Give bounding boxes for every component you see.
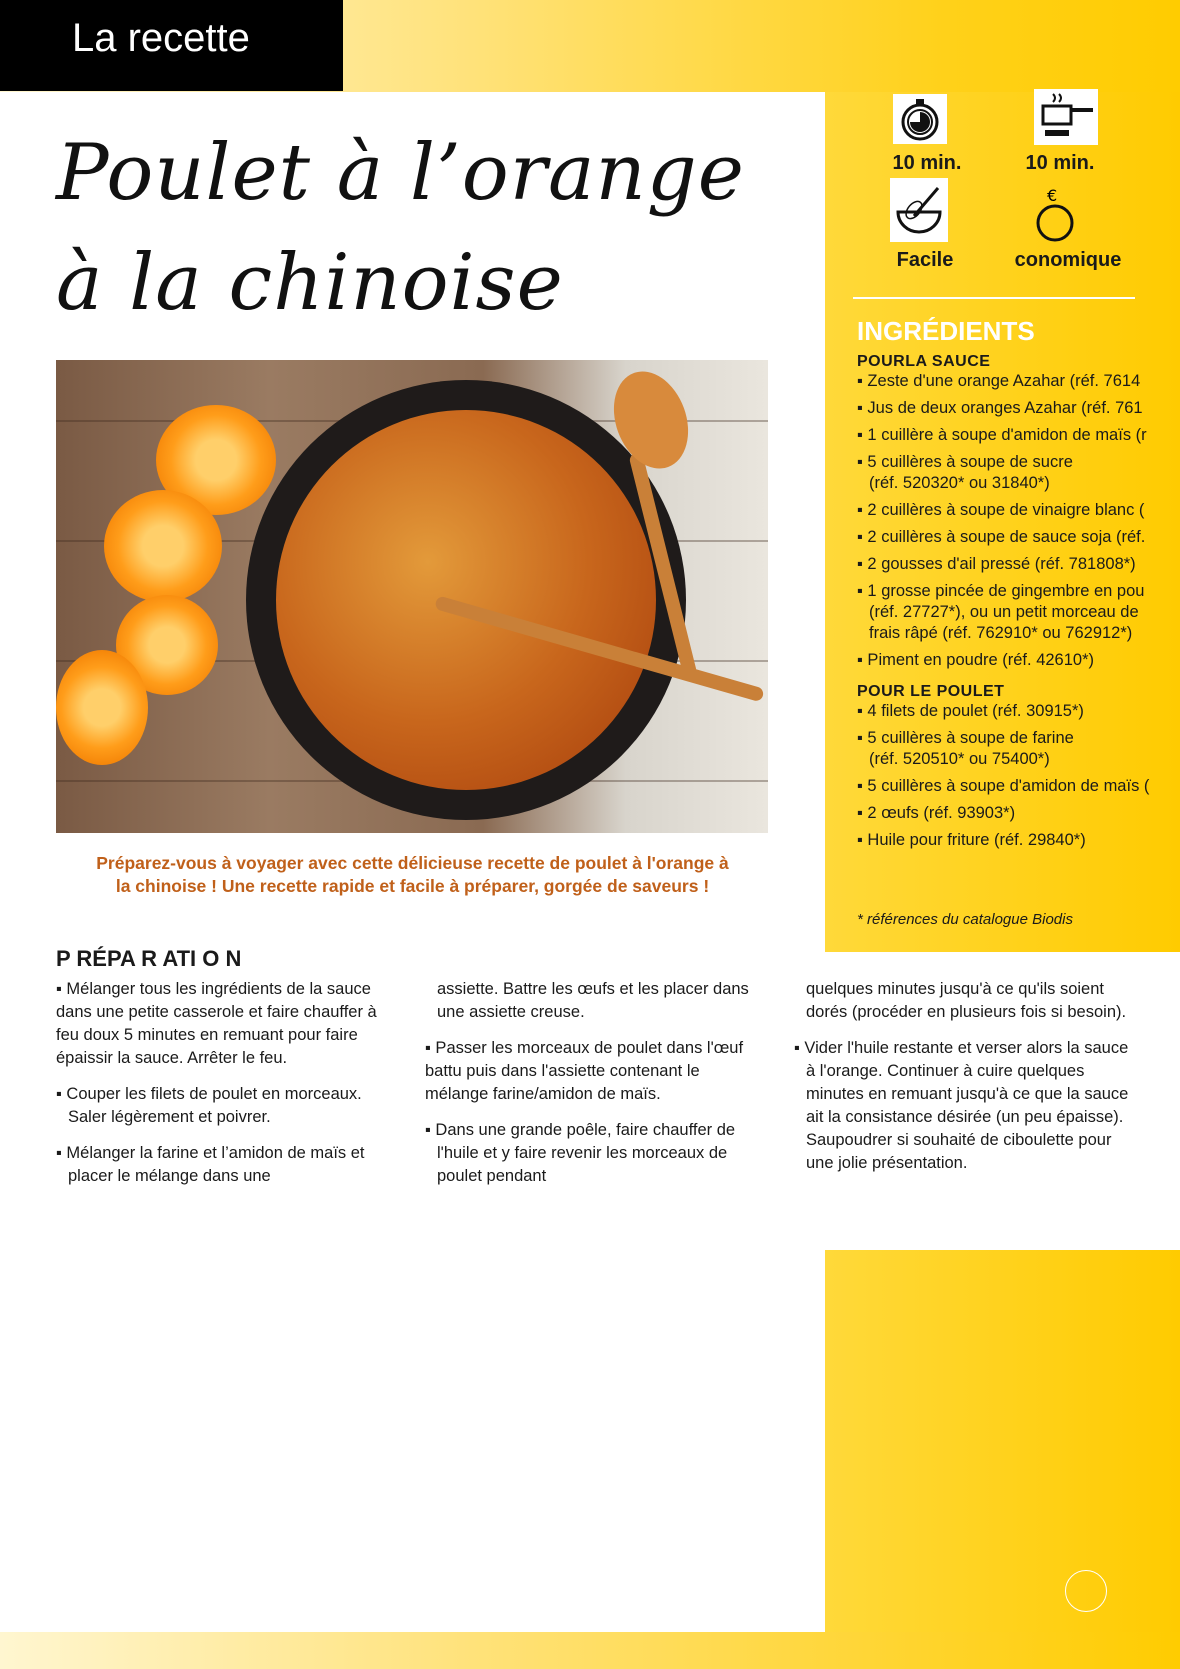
ingredients-heading: INGRÉDIENTS [857,316,1035,346]
recipe-title [56,118,745,338]
section-tag: La recette [0,0,343,91]
prep-step: ▪ Mélanger tous les ingrédients de la sauce dans une petite casserole et faire chauffer à feu doux 5 minutes en remuant pour faire épaissir la sauce. Arrêter le feu. [56,980,377,1067]
prep-step: quelques minutes jusqu'à ce qu'ils soient dorés (procéder en plusieurs fois si besoin). [806,980,1127,1021]
ingredient-item: ▪ 5 cuillères à soupe de farine (réf. 520510* ou 75400*) [857,729,1074,768]
catalogue-note: * références du catalogue Biodis [857,911,1073,928]
cook-time: 10 min. [1025,152,1095,174]
ingredient-item: ▪ 5 cuillères à soupe de sucre (réf. 520320* ou 31840*) [857,453,1073,492]
intro-text: Préparez-vous à voyager avec cette délicieuse recette de poulet à l'orange à la chinoise ! Une recette rapide et facile à préparer, gorgée de saveurs ! [96,853,729,896]
difficulty: Facile [896,249,954,271]
ingredient-item: ▪ Jus de deux oranges Azahar (réf. 761 [857,399,1143,417]
prep-step: ▪ Vider l'huile restante et verser alors la sauce à l'orange. Continuer à cuire quelques minutes en remuant jusqu'à ce que la sauce ait la consistance désirée (un peu épaisse). Saupoudrer si souhaité de ciboulette pour une jolie présentation. [794,1039,1129,1172]
chicken-subheading: POUR LE POULET [857,683,1005,700]
prep-step: ▪ Passer les morceaux de poulet dans l'œuf battu puis dans l'assiette contenant le mélange farine/amidon de maïs. [425,1039,744,1103]
page-circle-icon [1065,1570,1107,1612]
side-panel-bottom [825,1250,1180,1632]
preparation-heading: P RÉPA R ATI O N [56,946,242,971]
ingredient-item: ▪ Huile pour friture (réf. 29840*) [857,831,1086,849]
ingredient-item: ▪ 1 cuillère à soupe d'amidon de maïs (r [857,426,1147,444]
divider [853,297,1135,299]
footer-band [0,1632,1180,1669]
ingredient-item: ▪ 2 œufs (réf. 93903*) [857,804,1016,822]
sauce-subheading: POURLA SAUCE [857,353,991,370]
svg-text:€: € [1047,186,1058,205]
title-line-1: Poulet à l’orange [56,128,745,218]
cost: conomique [1014,249,1122,271]
prep-step: assiette. Battre les œufs et les placer dans une assiette creuse. [437,980,749,1021]
ingredients-list [857,316,1180,857]
prep-step: ▪ Mélanger la farine et l’amidon de maïs et placer le mélange dans une [56,1144,365,1185]
ingredient-item: ▪ 4 filets de poulet (réf. 30915*) [857,702,1084,720]
prep-column-3 [794,978,1139,1188]
ingredient-item: ▪ Zeste d'une orange Azahar (réf. 7614 [857,372,1141,390]
prep-time: 10 min. [892,152,962,174]
ingredient-item: ▪ 5 cuillères à soupe d'amidon de maïs ( [857,777,1150,795]
stopwatch-icon [893,94,947,144]
prep-step: ▪ Dans une grande poêle, faire chauffer de l'huile et y faire revenir les morceaux de poulet pendant [425,1121,736,1185]
ingredient-item: ▪ 2 cuillères à soupe de vinaigre blanc ( [857,501,1145,519]
ingredient-item: ▪ 1 grosse pincée de gingembre en pou (réf. 27727*), ou un petit morceau de frais râpé (réf. 762910* ou 762912*) [857,582,1145,642]
prep-column-2 [425,978,765,1201]
recipe-photo [56,360,768,833]
saucepan-icon [1034,89,1098,145]
ingredient-item: ▪ 2 gousses d'ail pressé (réf. 781808*) [857,555,1136,573]
euro-cost-icon [1030,184,1080,244]
prep-step: ▪ Couper les filets de poulet en morceaux. Saler légèrement et poivrer. [56,1085,362,1126]
whisk-bowl-icon [890,178,948,242]
ingredient-item: ▪ Piment en poudre (réf. 42610*) [857,651,1094,669]
prep-column-1 [56,978,401,1201]
ingredient-item: ▪ 2 cuillères à soupe de sauce soja (réf. [857,528,1146,546]
title-line-2: à la chinoise [56,238,564,328]
